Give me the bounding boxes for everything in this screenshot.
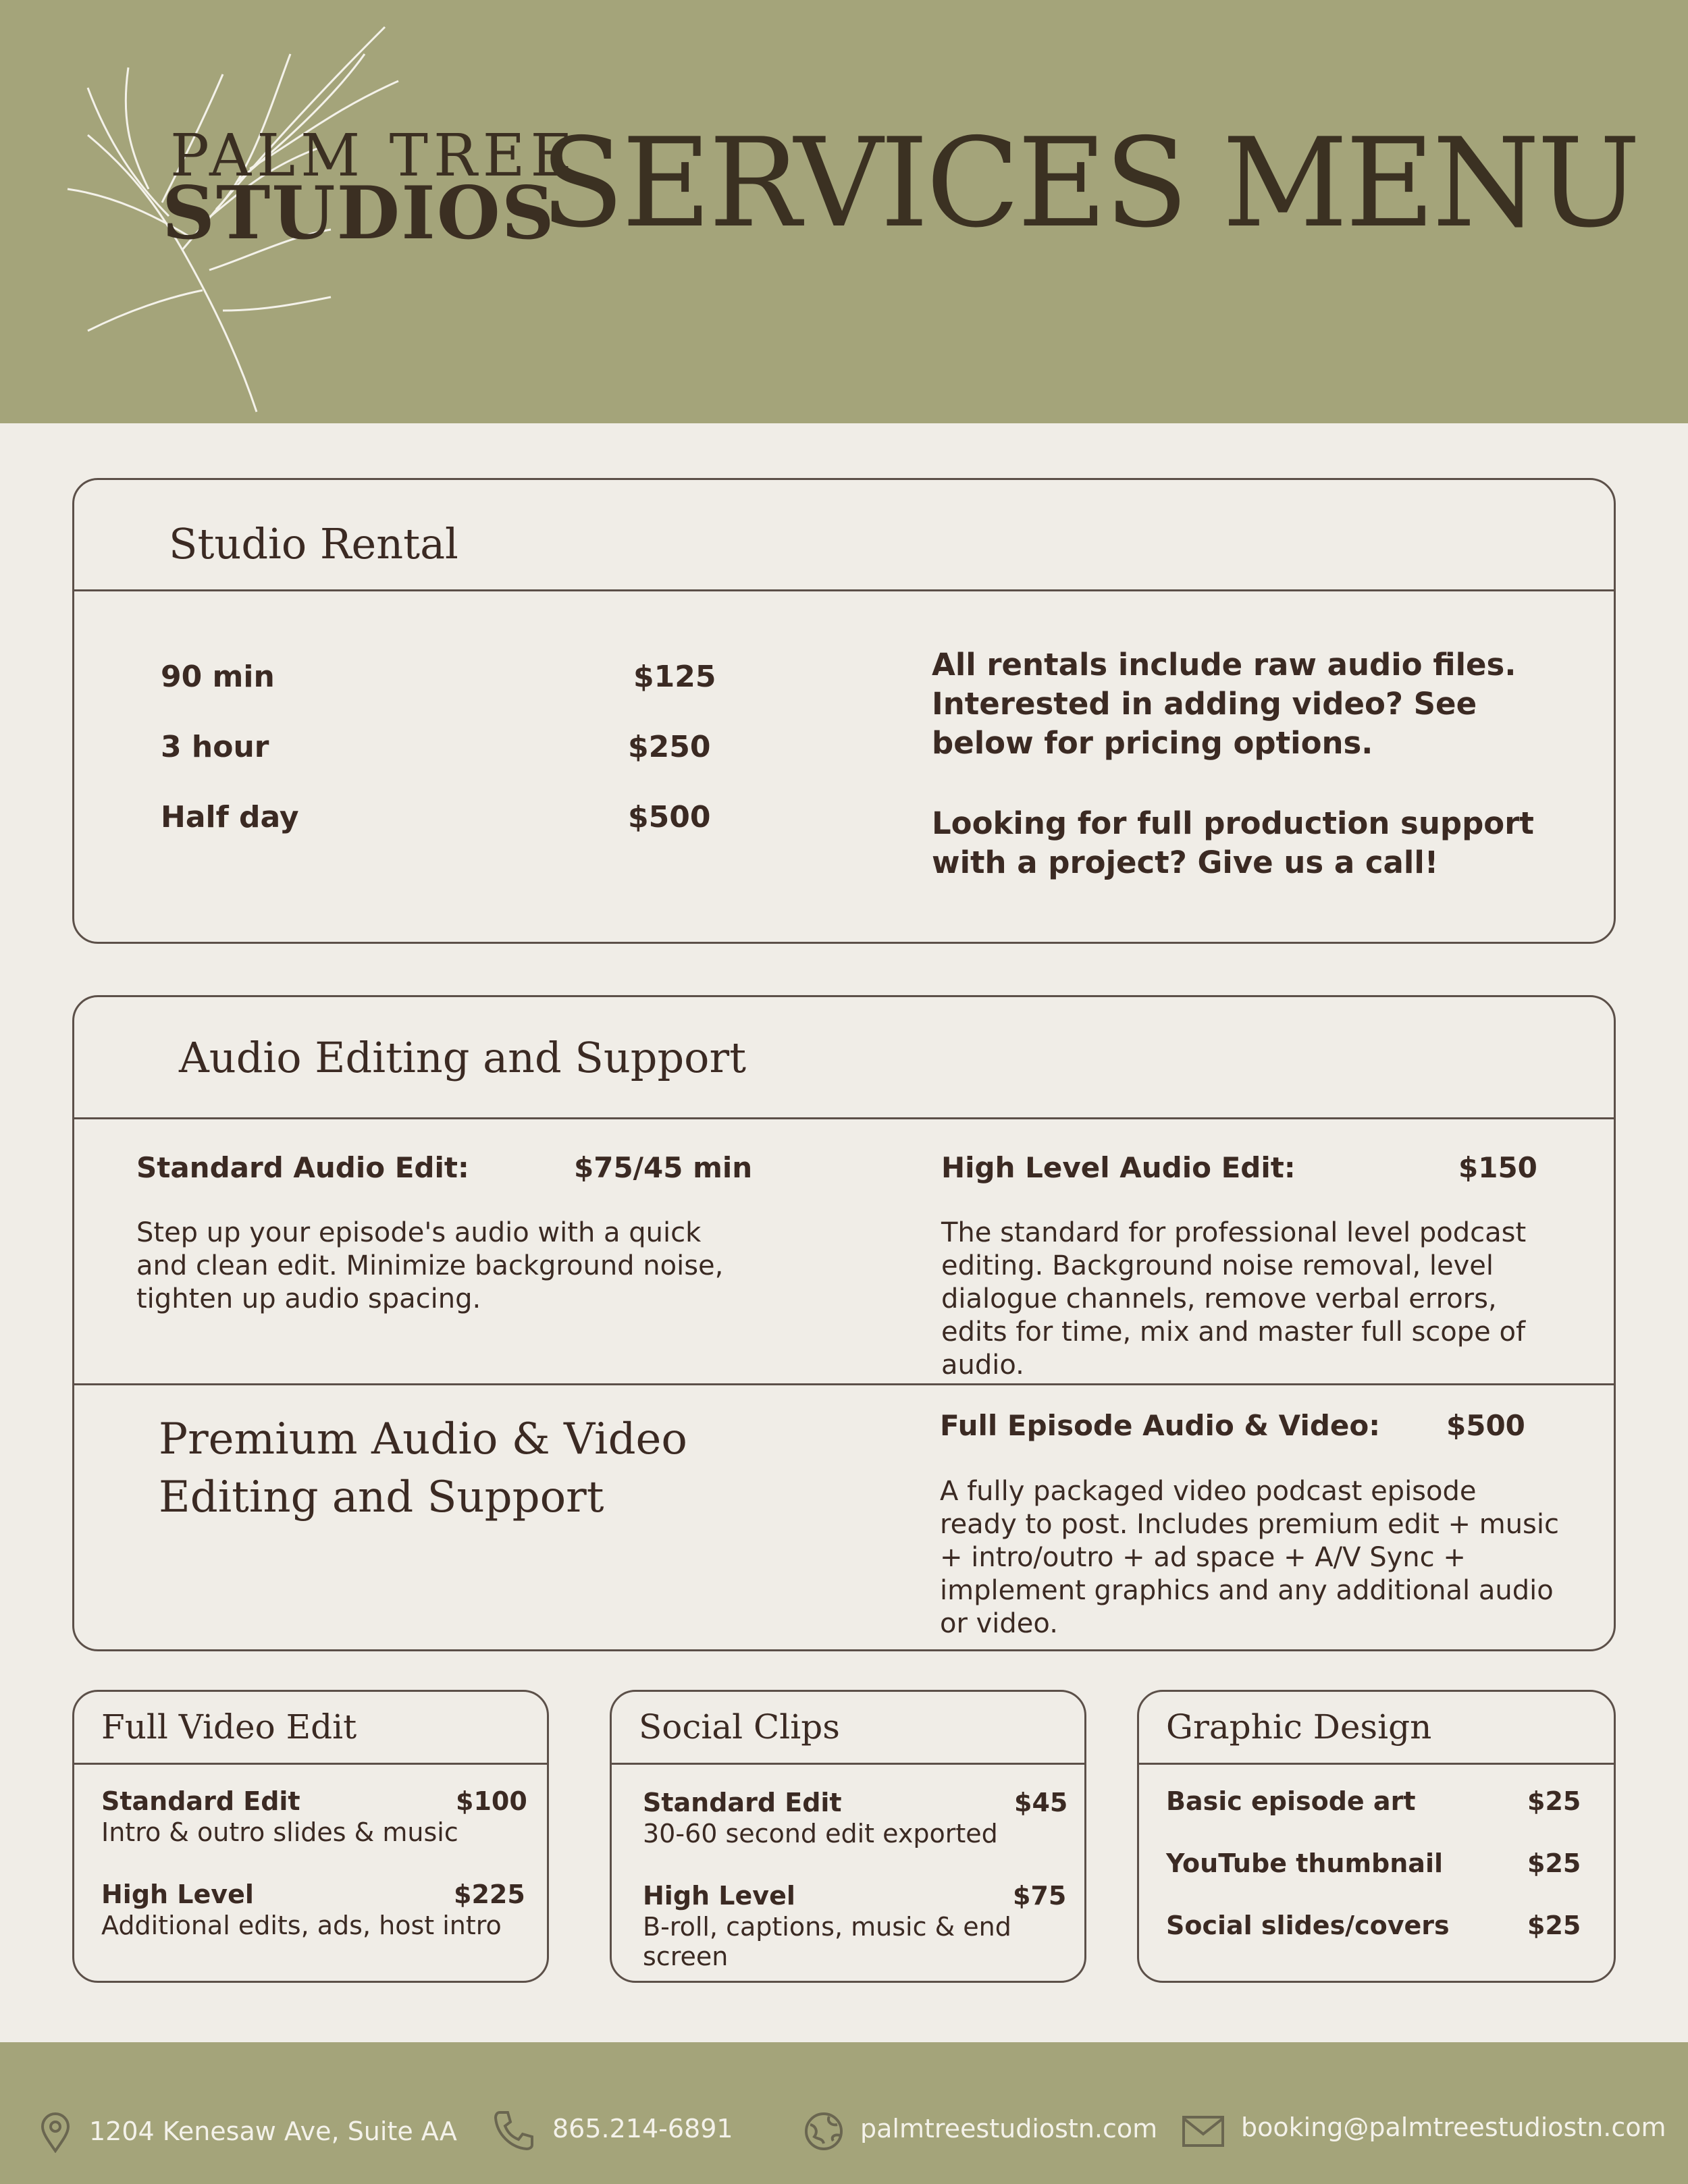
logo-line-1: PALM TREE bbox=[170, 122, 579, 190]
social-clips-title: Social Clips bbox=[639, 1707, 840, 1747]
footer-address: 1204 Kenesaw Ave, Suite AA bbox=[89, 2116, 457, 2146]
divider bbox=[74, 1383, 1614, 1385]
rental-price: $125 bbox=[633, 660, 716, 694]
rental-note: All rentals include raw audio files. Interested in adding video? See below for pricing options. bbox=[932, 647, 1516, 761]
item-price: $225 bbox=[454, 1880, 525, 1909]
item-price: $45 bbox=[1014, 1788, 1068, 1817]
full-video-edit-title: Full Video Edit bbox=[101, 1707, 357, 1747]
item-price: $100 bbox=[456, 1786, 527, 1816]
item-name: High Level bbox=[643, 1881, 795, 1911]
audio-editing-title: Audio Editing and Support bbox=[179, 1033, 747, 1082]
full-episode-price: $500 bbox=[1446, 1409, 1525, 1442]
standard-audio-price: $75/45 min bbox=[574, 1151, 753, 1184]
item-price: $25 bbox=[1527, 1911, 1581, 1940]
phone-icon bbox=[493, 2110, 535, 2152]
item-name: YouTube thumbnail bbox=[1166, 1848, 1444, 1878]
premium-title bbox=[159, 1410, 687, 1526]
premium-title-line-1: Premium Audio & Video bbox=[159, 1414, 687, 1464]
globe-icon bbox=[803, 2111, 844, 2152]
item-name: Standard Edit bbox=[101, 1786, 300, 1816]
item-desc: Additional edits, ads, host intro bbox=[101, 1911, 502, 1940]
item-price: $25 bbox=[1527, 1786, 1581, 1816]
location-pin-icon bbox=[39, 2112, 72, 2153]
rental-price: $250 bbox=[628, 730, 711, 764]
mail-icon bbox=[1182, 2115, 1225, 2148]
rental-price: $500 bbox=[628, 800, 711, 834]
premium-title-line-2: Editing and Support bbox=[159, 1472, 604, 1522]
high-audio-desc: The standard for professional level podcast editing. Background noise removal, level dialogue channels, remove verbal errors, edits for time, mix and master full scope of audio. bbox=[941, 1217, 1527, 1381]
item-desc: 30-60 second edit exported bbox=[643, 1819, 998, 1848]
studio-rental-title: Studio Rental bbox=[169, 519, 458, 568]
graphic-design-title: Graphic Design bbox=[1166, 1707, 1432, 1747]
social-clips-card bbox=[610, 1690, 1086, 1983]
footer-phone[interactable]: 865.214-6891 bbox=[552, 2114, 733, 2143]
page-title: SERVICES MENU bbox=[540, 111, 1638, 255]
rental-duration: Half day bbox=[161, 800, 299, 834]
full-episode-name: Full Episode Audio & Video: bbox=[940, 1409, 1381, 1442]
item-name: Social slides/covers bbox=[1166, 1911, 1450, 1940]
divider bbox=[74, 589, 1614, 591]
rental-duration: 90 min bbox=[161, 660, 275, 694]
rental-duration: 3 hour bbox=[161, 730, 269, 764]
divider bbox=[612, 1763, 1084, 1765]
header-banner bbox=[0, 0, 1688, 423]
rental-note-call: Looking for full production support with a project? Give us a call! bbox=[932, 805, 1534, 880]
divider bbox=[74, 1117, 1614, 1119]
studio-rental-card bbox=[72, 478, 1616, 944]
item-name: Standard Edit bbox=[643, 1788, 842, 1817]
item-desc: B-roll, captions, music & end screen bbox=[643, 1912, 1011, 1971]
graphic-design-card bbox=[1137, 1690, 1616, 1983]
item-desc: Intro & outro slides & music bbox=[101, 1817, 458, 1847]
standard-audio-desc: Step up your episode's audio with a quick and clean edit. Minimize background noise, tighten up audio spacing. bbox=[136, 1217, 724, 1314]
high-audio-price: $150 bbox=[1458, 1151, 1537, 1184]
item-name: High Level bbox=[101, 1880, 254, 1909]
high-audio-name: High Level Audio Edit: bbox=[941, 1151, 1296, 1184]
standard-audio-name: Standard Audio Edit: bbox=[136, 1151, 469, 1184]
audio-editing-card bbox=[72, 995, 1616, 1651]
item-price: $75 bbox=[1013, 1881, 1067, 1911]
item-price: $25 bbox=[1527, 1848, 1581, 1878]
footer bbox=[0, 2042, 1688, 2184]
full-video-edit-card bbox=[72, 1690, 549, 1983]
divider bbox=[74, 1763, 547, 1765]
item-name: Basic episode art bbox=[1166, 1786, 1416, 1816]
footer-email[interactable]: booking@palmtreestudiostn.com bbox=[1241, 2112, 1666, 2142]
divider bbox=[1139, 1763, 1614, 1765]
full-episode-desc: A fully packaged video podcast episode ready to post. Includes premium edit + music + intro/outro + ad space + A/V Sync + implement graphics and any additional audio or video. bbox=[940, 1476, 1559, 1639]
logo-line-2: STUDIOS bbox=[162, 171, 556, 256]
footer-website[interactable]: palmtreestudiostn.com bbox=[860, 2114, 1158, 2143]
